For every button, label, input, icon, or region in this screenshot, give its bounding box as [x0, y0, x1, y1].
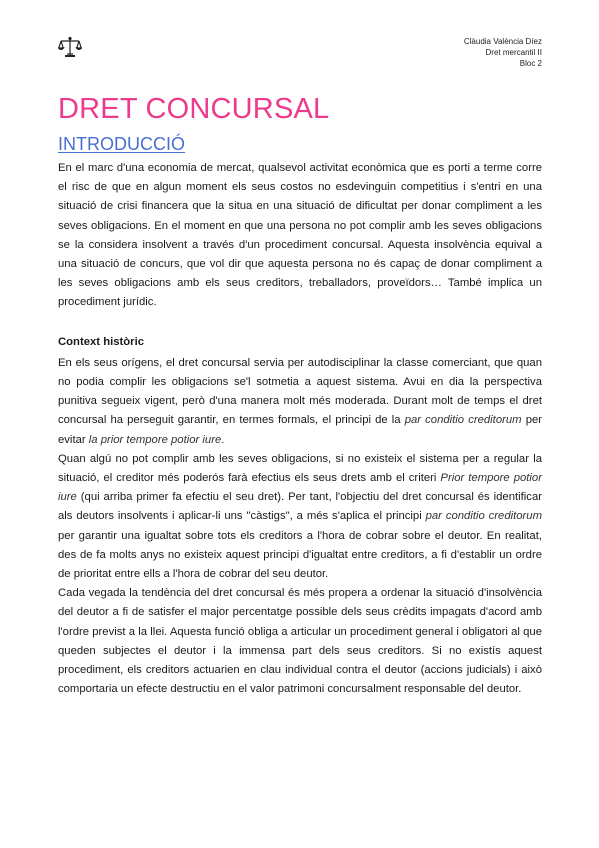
history-paragraph-2: [58, 450, 542, 584]
p1-text-b: per evitar: [58, 414, 543, 446]
header-block: Bloc 2: [519, 59, 542, 68]
scales-of-justice-icon: [58, 36, 82, 58]
p2-latin-term-2: par conditio creditorum: [425, 510, 543, 523]
intro-paragraph: En el marc d'una economia de mercat, qualsevol activitat econòmica que es porti a terme corre el risc de que en algun moment els seus costos no esdevinguin competitius i s'entri en una situació de crisi financera que la situa en una situació de dificultat per donar compliment a les seves obligacions. En el moment en que una persona no pot complir amb les seves obligacions se la considera insolvent a través d'un procediment concursal. Aquesta insolvència equival a una situació de concurs, que vol dir que aquesta persona no és capaç de donar compliment a les seves obligacions amb els seus creditors, treballadors, proveïdors… També implica un procediment jurídic.: [58, 162, 542, 309]
document-subtitle: INTRODUCCIÓ: [58, 134, 185, 154]
p2-text-c: per garantir una igualtat sobre tots els creditors a l'hora de cobrar sobre el deutor. En realitat, des de fa molts anys no existeix aquest principi d'igualtat entre creditors, a fi d'establir un ordre de prioritat entre ells a l'hora de cobrar del seu deutor.: [58, 529, 542, 581]
header-author: Clàudia València Díez: [463, 37, 542, 46]
section-heading: Context històric: [58, 335, 144, 348]
history-paragraph-1: [58, 354, 542, 450]
p1-text-a: En els seus orígens, el dret concursal servia per autodisciplinar la classe comerciant, que quan no podia complir les obligacions se'l sotmetia a aquest sistema. Avui en dia la perspectiva punitiva segueix vigent, però d'una manera molt més moderada. Durant molt de temps el dret concursal ha perseguit garantir, en termes formals, el principi de la: [58, 356, 542, 427]
p2-latin-term-1: Prior tempore potior iure: [58, 472, 542, 504]
header-course: Dret mercantil II: [485, 48, 542, 57]
document-title: DRET CONCURSAL: [58, 93, 330, 125]
history-paragraph-3: Cada vegada la tendència del dret concursal és més propera a ordenar la situació d'insolvència del deutor a fi de satisfer el major percentatge possible dels seus crèdits impagats d'acord amb l'ordre previst a la llei. Aquesta funció obliga a articular un procediment general i obligatori al que queden subjectes el deutor i la immensa part dels seus creditors. Si no existís aquest procediment, els creditors actuarien en clau individual contra el deutor (accions judicials) i això comportaria un efecte destructiu en el valor patrimoni concursalment responsable del deutor.: [58, 587, 542, 696]
p1-text-c: .: [221, 433, 225, 446]
p1-latin-term-1: par conditio creditorum: [404, 414, 522, 427]
header-meta: [464, 36, 542, 69]
p2-text-a: Quan algú no pot complir amb les seves obligacions, si no existeix el sistema per a regular la situació, el creditor més poderós farà efectius els seus drets amb el criteri: [58, 452, 542, 485]
p1-latin-term-2: la prior tempore potior iure: [88, 433, 222, 446]
document-body: [58, 159, 542, 699]
p2-text-b: (qui arriba primer fa efectiu el seu dret). Per tant, l'objectiu del dret concursal és identificar als deutors insolvents i aplicar-li uns "càstigs", a més s'aplica el principi: [58, 491, 542, 523]
